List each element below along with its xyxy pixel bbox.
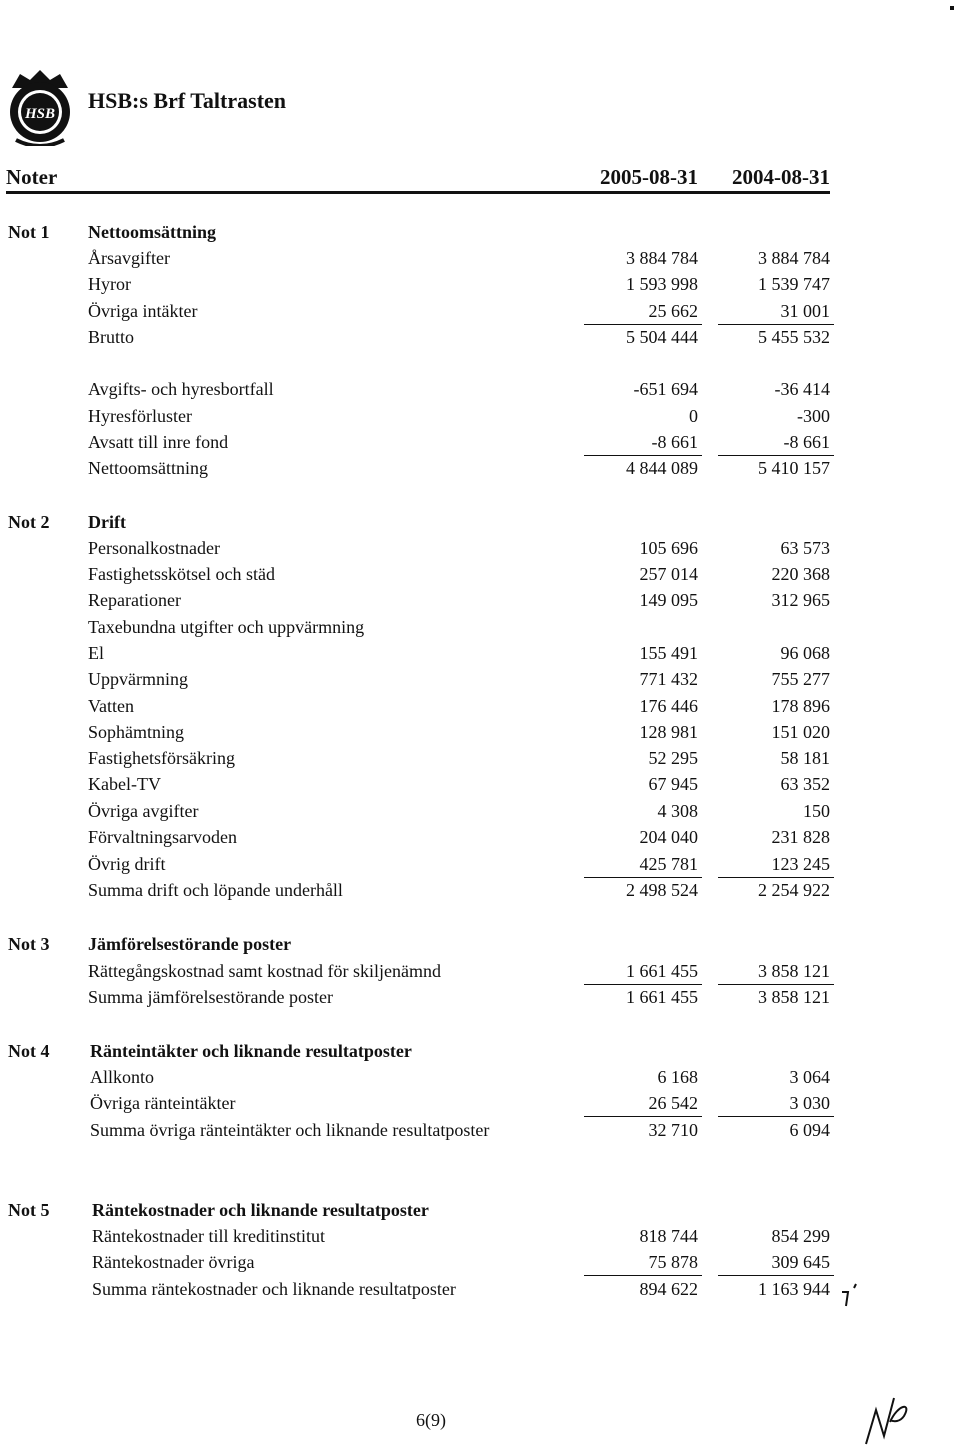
subtotal-rule (718, 455, 834, 456)
subtotal-rule (584, 1275, 702, 1276)
subtotal-rule (718, 877, 834, 878)
row-label: Summa övriga ränteintäkter och liknande resultatposter (90, 1120, 490, 1140)
value-2005: 67 945 (648, 774, 698, 794)
row-label: Räntekostnader övriga (92, 1252, 255, 1272)
subtotal-rule (584, 1116, 702, 1117)
subtotal-rule (584, 984, 702, 985)
value-2005: 1 593 998 (626, 274, 698, 294)
value-2005: 5 504 444 (626, 327, 698, 347)
value-2004: 31 001 (780, 301, 830, 321)
note-label: Not 1 (8, 222, 50, 242)
note-title: Räntekostnader och liknande resultatposter (92, 1200, 429, 1220)
value-2004: 63 352 (780, 774, 830, 794)
header-divider (6, 191, 830, 194)
row-label: Brutto (88, 327, 135, 347)
row-label: Personalkostnader (88, 538, 220, 558)
handwritten-tick-mark (838, 1280, 864, 1310)
row-label: Övriga ränteintäkter (90, 1093, 236, 1113)
note-label: Not 3 (8, 934, 50, 954)
row-label: Avsatt till inre fond (88, 432, 229, 452)
handwritten-initials (860, 1392, 920, 1448)
row-label: Uppvärmning (88, 669, 188, 689)
value-2004: 63 573 (780, 538, 830, 558)
row-label: Avgifts- och hyresbortfall (88, 379, 274, 399)
subtotal-rule (718, 324, 834, 325)
subtotal-rule (718, 1116, 834, 1117)
row-label: Rättegångskostnad samt kostnad för skiljenämnd (88, 961, 441, 981)
value-2005: 32 710 (648, 1120, 698, 1140)
note-title: Jämförelsestörande poster (88, 934, 292, 954)
value-2004: 231 828 (771, 827, 830, 847)
row-label: Övriga avgifter (88, 801, 199, 821)
value-2004: 309 645 (771, 1252, 830, 1272)
value-2004: 3 858 121 (758, 987, 830, 1007)
column-header-2005: 2005-08-31 (600, 165, 698, 189)
row-label: Övrig drift (88, 854, 166, 874)
value-2004: 3 858 121 (758, 961, 830, 981)
value-2005: 25 662 (648, 301, 698, 321)
value-2004: 5 455 532 (758, 327, 830, 347)
row-label: Fastighetsförsäkring (88, 748, 235, 768)
value-2005: 1 661 455 (626, 987, 698, 1007)
value-2005: 75 878 (648, 1252, 698, 1272)
row-label: Nettoomsättning (88, 458, 208, 478)
value-2005: 26 542 (648, 1093, 698, 1113)
subtotal-rule (718, 984, 834, 985)
row-label: Kabel-TV (88, 774, 161, 794)
note-label: Not 2 (8, 512, 50, 532)
row-label: Summa drift och löpande underhåll (88, 880, 343, 900)
value-2004: 220 368 (771, 564, 830, 584)
column-header-2004: 2004-08-31 (732, 165, 830, 189)
value-2004: 5 410 157 (758, 458, 830, 478)
corner-mark (950, 6, 954, 10)
row-label: Allkonto (90, 1067, 155, 1087)
row-label: Hyresförluster (88, 406, 192, 426)
value-2004: -300 (797, 406, 830, 426)
subtotal-rule (584, 877, 702, 878)
value-2005: 52 295 (648, 748, 698, 768)
note-label: Not 5 (8, 1200, 50, 1220)
value-2005: 1 661 455 (626, 961, 698, 981)
note-label: Not 4 (8, 1041, 50, 1061)
value-2005: 155 491 (639, 643, 698, 663)
value-2004: 1 539 747 (758, 274, 830, 294)
value-2004: 2 254 922 (758, 880, 830, 900)
value-2005: 771 432 (639, 669, 698, 689)
row-label: Summa räntekostnader och liknande resultatposter (92, 1279, 456, 1299)
value-2005: 128 981 (639, 722, 698, 742)
value-2005: 818 744 (639, 1226, 698, 1246)
svg-text:HSB: HSB (24, 106, 56, 122)
row-label: Övriga intäkter (88, 301, 198, 321)
value-2004: -36 414 (774, 379, 830, 399)
value-2005: 204 040 (639, 827, 698, 847)
value-2004: 58 181 (780, 748, 830, 768)
subtotal-rule (584, 324, 702, 325)
value-2005: 894 622 (639, 1279, 698, 1299)
row-label: Vatten (88, 696, 134, 716)
note-title: Ränteintäkter och liknande resultatposter (90, 1041, 412, 1061)
page-number: 6(9) (416, 1410, 446, 1430)
value-2004: 96 068 (780, 643, 830, 663)
note-title: Nettoomsättning (88, 222, 216, 242)
value-2005: 2 498 524 (626, 880, 698, 900)
row-label: Fastighetsskötsel och städ (88, 564, 275, 584)
value-2004: 150 (803, 801, 830, 821)
row-label: Räntekostnader till kreditinstitut (92, 1226, 325, 1246)
row-label: Taxebundna utgifter och uppvärmning (88, 617, 365, 637)
row-label: Sophämtning (88, 722, 185, 742)
subtotal-rule (584, 455, 702, 456)
subtotal-rule (718, 1275, 834, 1276)
value-2005: 176 446 (639, 696, 698, 716)
value-2004: -8 661 (783, 432, 830, 452)
value-2004: 1 163 944 (758, 1279, 830, 1299)
value-2004: 3 030 (789, 1093, 830, 1113)
value-2004: 3 884 784 (758, 248, 830, 268)
row-label: El (88, 643, 104, 663)
value-2005: 3 884 784 (626, 248, 698, 268)
value-2004: 755 277 (771, 669, 830, 689)
row-label: Hyror (88, 274, 131, 294)
hsb-logo (4, 66, 76, 146)
row-label: Förvaltningsarvoden (88, 827, 237, 847)
value-2004: 151 020 (771, 722, 830, 742)
row-label: Årsavgifter (88, 248, 170, 268)
value-2005: 257 014 (639, 564, 698, 584)
value-2004: 6 094 (789, 1120, 830, 1140)
value-2004: 178 896 (771, 696, 830, 716)
value-2005: -8 661 (651, 432, 698, 452)
value-2005: -651 694 (633, 379, 698, 399)
value-2004: 854 299 (771, 1226, 830, 1246)
value-2004: 3 064 (789, 1067, 830, 1087)
row-label: Summa jämförelsestörande poster (88, 987, 333, 1007)
value-2005: 0 (689, 406, 698, 426)
value-2005: 4 308 (657, 801, 698, 821)
note-title: Drift (88, 512, 126, 532)
value-2004: 123 245 (771, 854, 830, 874)
value-2005: 149 095 (639, 590, 698, 610)
value-2005: 105 696 (639, 538, 698, 558)
value-2004: 312 965 (771, 590, 830, 610)
value-2005: 425 781 (639, 854, 698, 874)
value-2005: 4 844 089 (626, 458, 698, 478)
page-title: Noter (6, 165, 58, 189)
row-label: Reparationer (88, 590, 181, 610)
company-name: HSB:s Brf Taltrasten (88, 88, 287, 113)
value-2005: 6 168 (657, 1067, 698, 1087)
